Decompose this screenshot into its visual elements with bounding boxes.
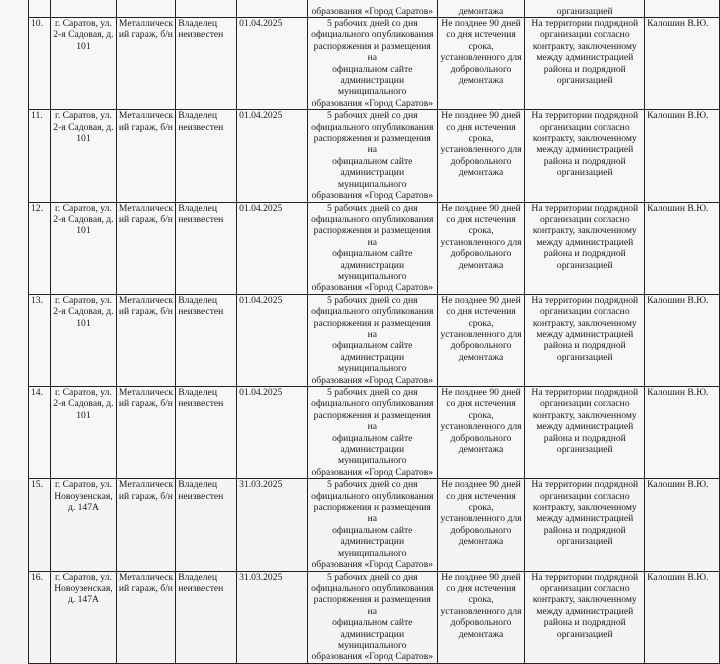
date-cell-text: 01.04.2025 bbox=[239, 387, 283, 398]
row-number bbox=[29, 387, 51, 479]
row-number-text: 13. bbox=[31, 294, 43, 306]
address-cell-text: г. Саратов, ул. 2-я Садовая, д. 101 bbox=[53, 294, 114, 329]
placement-cell bbox=[525, 294, 645, 386]
address-cell bbox=[50, 387, 116, 479]
address-cell bbox=[50, 294, 116, 386]
address-cell-text: г. Саратов, ул. 2-я Садовая, д. 101 bbox=[53, 18, 114, 52]
placement-cell-text: На территории подрядной организации согласно контракту, заключенному между администрацией района и подрядной организацией bbox=[531, 571, 639, 640]
object-cell bbox=[116, 202, 175, 294]
term-cell bbox=[437, 387, 525, 479]
object-cell-text: Металлическ ий гараж, б/н bbox=[118, 18, 174, 41]
responsible-cell-text: Калошин В.Ю. bbox=[647, 294, 709, 306]
term-cell bbox=[437, 0, 525, 18]
term-cell-text: Не позднее 90 дней со дня истечения срока, установленного для добровольного демонтажа bbox=[440, 479, 522, 548]
date-cell-text: 31.03.2025 bbox=[239, 571, 283, 583]
row-number bbox=[29, 294, 51, 386]
placement-cell-text: На территории подрядной организации согласно контракту, заключенному между администрацией района и подрядной организацией bbox=[531, 479, 639, 548]
owner-cell-text: Владелец неизвестен bbox=[178, 294, 224, 318]
description-cell bbox=[307, 202, 437, 294]
address-cell bbox=[50, 18, 116, 110]
object-cell-text: Металлическ ий гараж, б/н bbox=[118, 571, 174, 594]
owner-cell bbox=[176, 202, 237, 294]
term-cell-text: демонтажа bbox=[458, 5, 504, 17]
placement-cell-text: На территории подрядной организации согласно контракту, заключенному между администрацией района и подрядной организацией bbox=[531, 294, 639, 363]
address-cell-text: г. Саратов, ул. 2-я Садовая, д. 101 bbox=[53, 110, 114, 145]
table-row bbox=[29, 294, 720, 386]
object-cell-text: Металлическ ий гараж, б/н bbox=[118, 387, 174, 410]
responsible-cell bbox=[645, 0, 720, 18]
object-cell bbox=[116, 0, 175, 18]
row-number-text: 11. bbox=[31, 110, 43, 122]
term-cell bbox=[437, 110, 525, 202]
description-cell-text: 5 рабочих дней со дня официального опубликования распоряжения и размещения на официальном сайте администрации муниципального образования «Город Саратов» bbox=[311, 294, 434, 386]
row-number bbox=[29, 110, 51, 202]
responsible-cell-text: Калошин В.Ю. bbox=[647, 202, 709, 214]
placement-cell-text: На территории подрядной организации согласно контракту, заключенному между администрацией района и подрядной организацией bbox=[531, 18, 639, 87]
placement-cell bbox=[525, 479, 645, 571]
address-cell-text: г. Саратов, ул. Новоузенская, д. 147А bbox=[54, 479, 113, 514]
owner-cell bbox=[176, 0, 237, 18]
date-cell bbox=[237, 0, 308, 18]
object-cell-text: Металлическ ий гараж, б/н bbox=[118, 479, 174, 502]
placement-cell-text: На территории подрядной организации согласно контракту, заключенному между администрацией района и подрядной организацией bbox=[531, 202, 639, 271]
date-cell-text: 01.04.2025 bbox=[239, 202, 283, 214]
placement-cell bbox=[525, 0, 645, 18]
address-cell-text: г. Саратов, ул. 2-я Садовая, д. 101 bbox=[53, 387, 114, 421]
address-cell bbox=[50, 110, 116, 202]
responsible-cell-text: Калошин В.Ю. bbox=[647, 18, 709, 29]
term-cell-text: Не позднее 90 дней со дня истечения срока, установленного для добровольного демонтажа bbox=[440, 18, 522, 87]
term-cell bbox=[437, 294, 525, 386]
description-cell bbox=[307, 0, 437, 18]
object-cell bbox=[116, 387, 175, 479]
owner-cell-text: Владелец неизвестен bbox=[178, 479, 224, 502]
placement-cell bbox=[525, 571, 645, 663]
date-cell bbox=[237, 18, 308, 110]
term-cell bbox=[437, 479, 525, 571]
responsible-cell bbox=[645, 479, 720, 571]
responsible-cell-text: Калошин В.Ю. bbox=[647, 571, 709, 583]
responsible-cell bbox=[645, 202, 720, 294]
owner-cell-text: Владелец неизвестен bbox=[178, 387, 224, 410]
object-cell bbox=[116, 294, 175, 386]
row-number bbox=[29, 18, 51, 110]
address-cell bbox=[50, 202, 116, 294]
placement-cell-text: организацией bbox=[556, 5, 613, 17]
owner-cell-text: Владелец неизвестен bbox=[178, 202, 224, 225]
address-cell-text: г. Саратов, ул. Новоузенская, д. 147А bbox=[54, 571, 113, 606]
date-cell bbox=[237, 202, 308, 294]
responsible-cell-text: Калошин В.Ю. bbox=[647, 110, 709, 122]
term-cell bbox=[437, 202, 525, 294]
row-number bbox=[29, 202, 51, 294]
object-cell-text: Металлическ ий гараж, б/н bbox=[118, 202, 174, 225]
placement-cell bbox=[525, 110, 645, 202]
description-cell-text: 5 рабочих дней со дня официального опубликования распоряжения и размещения на официальном сайте администрации муниципального образования «Город Саратов» bbox=[311, 479, 434, 571]
object-cell-text: Металлическ ий гараж, б/н bbox=[118, 110, 174, 133]
term-cell-text: Не позднее 90 дней со дня истечения срока, установленного для добровольного демонтажа bbox=[440, 294, 522, 363]
description-cell-text: 5 рабочих дней со дня официального опубликования распоряжения и размещения на официальном сайте администрации муниципального образования «Город Саратов» bbox=[311, 387, 434, 478]
responsible-cell bbox=[645, 110, 720, 202]
description-cell-text: 5 рабочих дней со дня официального опубликования распоряжения и размещения на официальном сайте администрации муниципального образования «Город Саратов» bbox=[311, 202, 434, 294]
table-row bbox=[29, 18, 720, 110]
description-cell bbox=[307, 387, 437, 479]
table-body bbox=[29, 0, 720, 663]
table-row bbox=[29, 202, 720, 294]
owner-cell bbox=[176, 387, 237, 479]
row-number-text: 16. bbox=[31, 571, 43, 583]
table-row bbox=[29, 479, 720, 571]
row-number-text: 14. bbox=[31, 387, 43, 398]
description-cell bbox=[307, 18, 437, 110]
term-cell bbox=[437, 18, 525, 110]
responsible-cell-text: Калошин В.Ю. bbox=[647, 479, 709, 491]
responsible-cell bbox=[645, 387, 720, 479]
address-cell bbox=[50, 0, 116, 18]
description-cell bbox=[307, 110, 437, 202]
date-cell bbox=[237, 571, 308, 663]
owner-cell bbox=[176, 110, 237, 202]
row-number bbox=[29, 0, 51, 18]
table-row-continuation bbox=[29, 0, 720, 18]
table-row bbox=[29, 571, 720, 663]
description-cell bbox=[307, 294, 437, 386]
date-cell bbox=[237, 294, 308, 386]
description-cell bbox=[307, 479, 437, 571]
table-row bbox=[29, 387, 720, 479]
date-cell bbox=[237, 387, 308, 479]
owner-cell-text: Владелец неизвестен bbox=[178, 110, 224, 133]
registry-table bbox=[28, 0, 720, 664]
owner-cell-text: Владелец неизвестен bbox=[178, 571, 224, 594]
description-cell bbox=[307, 571, 437, 663]
object-cell bbox=[116, 479, 175, 571]
row-number-text: 12. bbox=[31, 202, 43, 214]
term-cell-text: Не позднее 90 дней со дня истечения срока, установленного для добровольного демонтажа bbox=[440, 110, 522, 179]
term-cell bbox=[437, 571, 525, 663]
date-cell-text: 31.03.2025 bbox=[239, 479, 283, 491]
row-number bbox=[29, 479, 51, 571]
owner-cell bbox=[176, 294, 237, 386]
date-cell-text: 01.04.2025 bbox=[239, 110, 283, 122]
row-number bbox=[29, 571, 51, 663]
address-cell bbox=[50, 571, 116, 663]
object-cell bbox=[116, 18, 175, 110]
row-number-text: 10. bbox=[31, 18, 43, 29]
owner-cell-text: Владелец неизвестен bbox=[178, 18, 224, 41]
address-cell bbox=[50, 479, 116, 571]
object-cell bbox=[116, 571, 175, 663]
date-cell bbox=[237, 479, 308, 571]
owner-cell bbox=[176, 479, 237, 571]
responsible-cell bbox=[645, 18, 720, 110]
owner-cell bbox=[176, 18, 237, 110]
object-cell-text: Металлическ ий гараж, б/н bbox=[118, 294, 174, 318]
term-cell-text: Не позднее 90 дней со дня истечения срока, установленного для добровольного демонтажа bbox=[440, 571, 522, 640]
table-row bbox=[29, 110, 720, 202]
placement-cell bbox=[525, 202, 645, 294]
responsible-cell bbox=[645, 294, 720, 386]
date-cell-text: 01.04.2025 bbox=[239, 18, 283, 29]
description-cell-text: 5 рабочих дней со дня официального опубликования распоряжения и размещения на официальном сайте администрации муниципального образования «Город Саратов» bbox=[311, 110, 434, 202]
term-cell-text: Не позднее 90 дней со дня истечения срока, установленного для добровольного демонтажа bbox=[440, 387, 522, 456]
description-cell-text: образования «Город Саратов» bbox=[311, 5, 434, 17]
owner-cell bbox=[176, 571, 237, 663]
description-cell-text: 5 рабочих дней со дня официального опубликования распоряжения и размещения на официальном сайте администрации муниципального образования «Город Саратов» bbox=[311, 571, 434, 663]
object-cell bbox=[116, 110, 175, 202]
term-cell-text: Не позднее 90 дней со дня истечения срока, установленного для добровольного демонтажа bbox=[440, 202, 522, 271]
row-number-text: 15. bbox=[31, 479, 43, 491]
responsible-cell bbox=[645, 571, 720, 663]
address-cell-text: г. Саратов, ул. 2-я Садовая, д. 101 bbox=[53, 202, 114, 237]
placement-cell-text: На территории подрядной организации согласно контракту, заключенному между администрацией района и подрядной организацией bbox=[531, 110, 639, 179]
responsible-cell-text: Калошин В.Ю. bbox=[647, 387, 709, 398]
placement-cell bbox=[525, 387, 645, 479]
date-cell bbox=[237, 110, 308, 202]
description-cell-text: 5 рабочих дней со дня официального опубликования распоряжения и размещения на официальном сайте администрации муниципального образования «Город Саратов» bbox=[311, 18, 434, 109]
placement-cell bbox=[525, 18, 645, 110]
placement-cell-text: На территории подрядной организации согласно контракту, заключенному между администрацией района и подрядной организацией bbox=[531, 387, 639, 456]
date-cell-text: 01.04.2025 bbox=[239, 294, 283, 306]
